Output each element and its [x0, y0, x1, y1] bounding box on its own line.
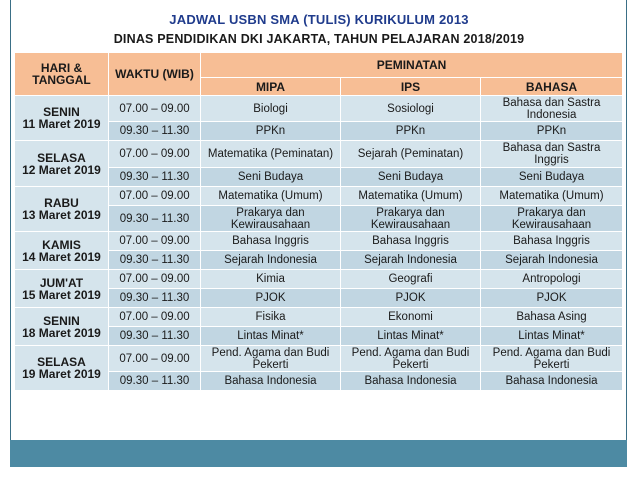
subject-cell-mipa: Matematika (Umum) — [201, 187, 341, 206]
time-cell: 09.30 – 11.30 — [109, 289, 201, 308]
day-cell — [15, 96, 109, 141]
table-row — [15, 187, 623, 206]
time-cell: 07.00 – 09.00 — [109, 232, 201, 251]
day-name: SENIN — [43, 105, 80, 119]
time-cell: 09.30 – 11.30 — [109, 206, 201, 232]
time-cell: 07.00 – 09.00 — [109, 346, 201, 372]
day-name: SENIN — [43, 313, 80, 328]
page-subtitle: DINAS PENDIDIKAN DKI JAKARTA, TAHUN PELAJARAN 2018/2019 — [113, 32, 525, 46]
subject-cell-ips: Prakarya dan Kewirausahaan — [341, 206, 481, 232]
time-cell: 07.00 – 09.00 — [109, 308, 201, 327]
day-date: 13 Maret 2019 — [22, 208, 101, 222]
header-mipa: MIPA — [201, 78, 341, 96]
subject-cell-mipa: Matematika (Peminatan) — [201, 141, 341, 168]
subject-cell-bahasa: Bahasa Inggris — [481, 232, 623, 251]
subject-cell-ips: Bahasa Indonesia — [341, 372, 481, 391]
subject-cell-mipa: Kimia — [201, 270, 341, 289]
day-name: JUM'AT — [39, 275, 84, 290]
subject-cell-bahasa: Bahasa Asing — [481, 308, 623, 327]
subject-cell-mipa: PJOK — [201, 289, 341, 308]
subject-cell-ips: PPKn — [341, 122, 481, 141]
time-cell: 07.00 – 09.00 — [109, 141, 201, 168]
day-name: SELASA — [37, 355, 86, 369]
subject-cell-ips: Sosiologi — [341, 96, 481, 122]
page-title: JADWAL USBN SMA (TULIS) KURIKULUM 2013 — [169, 12, 469, 27]
subject-cell-ips: Ekonomi — [341, 308, 481, 327]
header-peminatan: PEMINATAN — [201, 53, 623, 78]
header-bahasa: BAHASA — [481, 78, 623, 96]
table-row — [15, 232, 623, 251]
schedule-body — [15, 96, 623, 391]
day-cell — [15, 270, 109, 308]
subject-cell-bahasa: Bahasa dan Sastra Indonesia — [481, 96, 623, 122]
table-row — [15, 141, 623, 168]
time-cell: 09.30 – 11.30 — [109, 251, 201, 270]
table-row — [15, 270, 623, 289]
subject-cell-bahasa: Bahasa Indonesia — [481, 372, 623, 391]
time-cell: 07.00 – 09.00 — [109, 270, 201, 289]
subject-cell-bahasa: PJOK — [481, 289, 623, 308]
subject-cell-mipa: PPKn — [201, 122, 341, 141]
subject-cell-ips: PJOK — [341, 289, 481, 308]
day-date: 15 Maret 2019 — [22, 287, 101, 302]
table-row — [15, 96, 623, 122]
day-cell — [15, 187, 109, 232]
subject-cell-mipa: Bahasa Inggris — [201, 232, 341, 251]
subject-cell-mipa: Sejarah Indonesia — [201, 251, 341, 270]
day-name: RABU — [44, 196, 79, 210]
subject-cell-bahasa: Seni Budaya — [481, 168, 623, 187]
title-block — [12, 12, 626, 46]
subject-cell-ips: Sejarah Indonesia — [341, 251, 481, 270]
subject-cell-ips: Seni Budaya — [341, 168, 481, 187]
subject-cell-ips: Lintas Minat* — [341, 327, 481, 346]
subject-cell-mipa: Bahasa Indonesia — [201, 372, 341, 391]
header-ips: IPS — [341, 78, 481, 96]
subject-cell-ips: Matematika (Umum) — [341, 187, 481, 206]
day-name: SELASA — [37, 150, 86, 165]
day-date: 18 Maret 2019 — [22, 325, 101, 340]
subject-cell-mipa: Biologi — [201, 96, 341, 122]
time-cell: 07.00 – 09.00 — [109, 96, 201, 122]
subject-cell-bahasa: PPKn — [481, 122, 623, 141]
subject-cell-bahasa: Prakarya dan Kewirausahaan — [481, 206, 623, 232]
time-cell: 09.30 – 11.30 — [109, 122, 201, 141]
subject-cell-bahasa: Sejarah Indonesia — [481, 251, 623, 270]
slide-bottom-bar — [10, 440, 627, 467]
subject-cell-bahasa: Lintas Minat* — [481, 327, 623, 346]
subject-cell-ips: Bahasa Inggris — [341, 232, 481, 251]
subject-cell-ips: Sejarah (Peminatan) — [341, 141, 481, 168]
subject-cell-bahasa: Antropologi — [481, 270, 623, 289]
day-date: 19 Maret 2019 — [22, 367, 101, 381]
subject-cell-mipa: Pend. Agama dan Budi Pekerti — [201, 346, 341, 372]
time-cell: 09.30 – 11.30 — [109, 327, 201, 346]
table-row — [15, 308, 623, 327]
header-time: WAKTU (WIB) — [109, 53, 201, 96]
subject-cell-bahasa: Matematika (Umum) — [481, 187, 623, 206]
day-name: KAMIS — [42, 237, 81, 252]
day-cell — [15, 308, 109, 346]
day-date: 11 Maret 2019 — [22, 117, 101, 131]
subject-cell-mipa: Fisika — [201, 308, 341, 327]
day-cell — [15, 141, 109, 187]
subject-cell-ips: Geografi — [341, 270, 481, 289]
table-row — [15, 346, 623, 372]
schedule-table — [14, 52, 623, 391]
subject-cell-mipa: Seni Budaya — [201, 168, 341, 187]
header-day: HARI & TANGGAL — [15, 53, 109, 96]
time-cell: 07.00 – 09.00 — [109, 187, 201, 206]
day-date: 12 Maret 2019 — [22, 162, 101, 177]
subject-cell-ips: Pend. Agama dan Budi Pekerti — [341, 346, 481, 372]
day-date: 14 Maret 2019 — [22, 249, 101, 264]
time-cell: 09.30 – 11.30 — [109, 372, 201, 391]
day-cell — [15, 346, 109, 391]
subject-cell-mipa: Lintas Minat* — [201, 327, 341, 346]
day-cell — [15, 232, 109, 270]
subject-cell-mipa: Prakarya dan Kewirausahaan — [201, 206, 341, 232]
subject-cell-bahasa: Bahasa dan Sastra Inggris — [481, 141, 623, 168]
subject-cell-bahasa: Pend. Agama dan Budi Pekerti — [481, 346, 623, 372]
time-cell: 09.30 – 11.30 — [109, 168, 201, 187]
